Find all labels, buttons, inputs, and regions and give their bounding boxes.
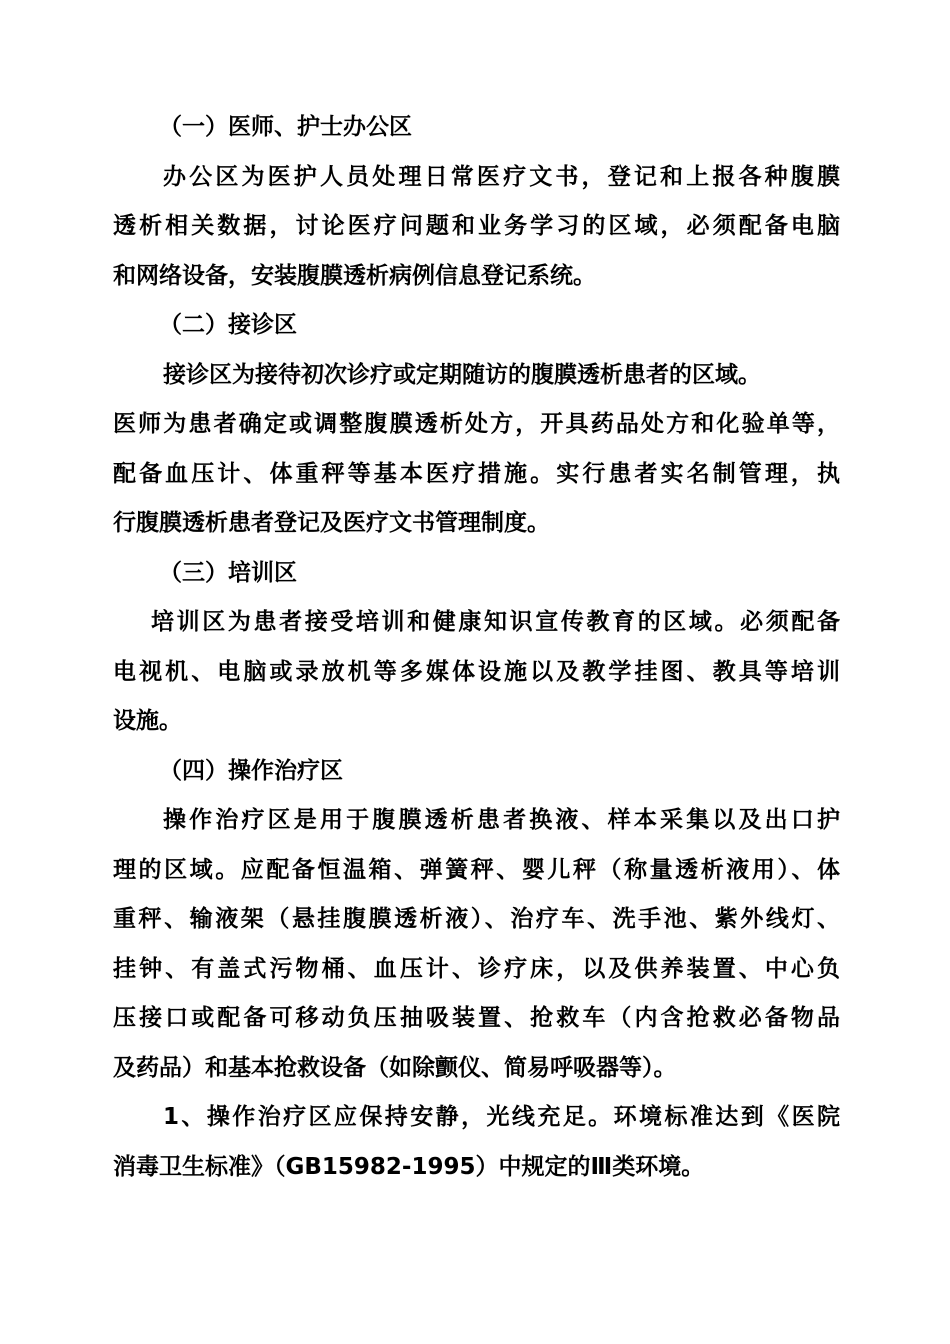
paragraph-line: 理的区域。应配备恒温箱、弹簧秤、婴儿秤（称量透析液用）、体 <box>113 856 840 883</box>
paragraph-line: 重秤、输液架（悬挂腹膜透析液）、治疗车、洗手池、紫外线灯、 <box>113 906 840 932</box>
paragraph-line: 培训区为患者接受培训和健康知识宣传教育的区域。必须配备 <box>151 609 840 635</box>
numbered-item-1: 1、操作治疗区应保持安静，光线充足。环境标准达到《医院 <box>163 1104 840 1130</box>
paragraph-line: 电视机、电脑或录放机等多媒体设施以及教学挂图、教具等培训 <box>113 658 840 685</box>
section-heading-training: （三）培训区 <box>159 559 297 586</box>
document-body <box>113 103 840 1192</box>
paragraph-line: 和网络设备，安装腹膜透析病例信息登记系统。 <box>113 262 596 289</box>
section-heading-reception: （二）接诊区 <box>159 312 297 338</box>
paragraph-line: 配备血压计、体重秤等基本医疗措施。实行患者实名制管理，执 <box>113 460 840 487</box>
paragraph-line: 设施。 <box>113 708 182 734</box>
paragraph-line: 及药品）和基本抢救设备（如除颤仪、简易呼吸器等）。 <box>113 1054 677 1081</box>
paragraph-line: 消毒卫生标准》（GB15982-1995）中规定的Ⅲ类环境。 <box>113 1153 705 1180</box>
paragraph-line: 办公区为医护人员处理日常医疗文书，登记和上报各种腹膜 <box>163 163 840 190</box>
paragraph-line: 压接口或配备可移动负压抽吸装置、抢救车（内含抢救必备物品 <box>113 1005 840 1031</box>
paragraph-line: 医师为患者确定或调整腹膜透析处方，开具药品处方和化验单等， <box>113 411 840 437</box>
paragraph-line: 挂钟、有盖式污物桶、血压计、诊疗床，以及供养装置、中心负 <box>113 955 840 982</box>
section-heading-office: （一）医师、护士办公区 <box>159 114 412 140</box>
section-heading-treatment: （四）操作治疗区 <box>159 757 343 784</box>
paragraph-line: 透析相关数据，讨论医疗问题和业务学习的区域，必须配备电脑 <box>113 213 840 239</box>
paragraph-line: 接诊区为接待初次诊疗或定期随访的腹膜透析患者的区域。 <box>163 361 761 388</box>
paragraph-line: 操作治疗区是用于腹膜透析患者换液、样本采集以及出口护 <box>163 807 840 833</box>
paragraph-line: 行腹膜透析患者登记及医疗文书管理制度。 <box>113 510 550 536</box>
